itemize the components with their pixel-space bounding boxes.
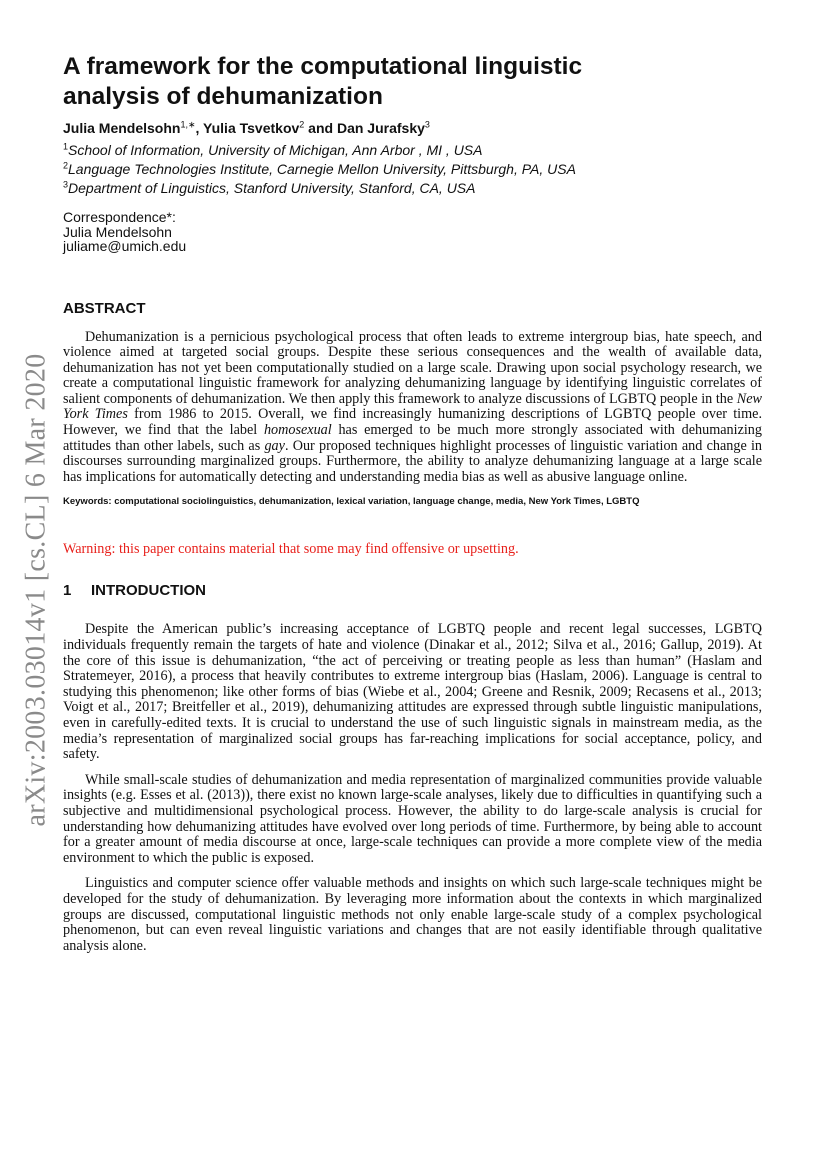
affiliation-number: 3 [63, 179, 69, 190]
affiliation-number: 1 [63, 141, 69, 152]
author-affiliation-mark: 1,∗ [180, 119, 196, 130]
affiliation-text: Language Technologies Institute, Carnegie Mellon University, Pittsburgh, PA, USA [68, 161, 576, 177]
author-name: Julia Mendelsohn [63, 120, 181, 136]
intro-paragraph: Linguistics and computer science offer valuable methods and insights on which such large-scale techniques might be developed for the study of dehumanization. By leveraging more information about the contexts in which marginalized groups are discussed, computational linguistic methods not only enable large-scale study of a complex psychological phenomenon, but can even reveal linguistic variations and changes that are not easily identifiable through qualitative analysis alone. [63, 875, 762, 954]
correspondence-label: Correspondence*: [63, 209, 176, 225]
affiliation-list [63, 141, 762, 198]
paper-page [63, 52, 762, 954]
affiliation-item [63, 160, 762, 179]
author-name: Yulia Tsvetkov [203, 120, 300, 136]
abstract-segment: . Our proposed techniques highlight processes of linguistic variation and change in discourses surrounding marginalized groups. Furthermore, the ability to analyze dehumanizing language at a large scale has implications for automatically detecting and understanding media bias as well as abusive language online. [63, 437, 762, 485]
introduction-heading [63, 582, 762, 600]
author-separator: and [304, 120, 337, 136]
arxiv-sidebar [19, 340, 55, 840]
abstract-emphasis: gay [264, 437, 285, 454]
section-title: INTRODUCTION [91, 582, 206, 600]
affiliation-number: 2 [63, 160, 69, 171]
abstract-heading: ABSTRACT [63, 299, 146, 317]
abstract-segment: has emerged to be much more strongly associated with dehumanizing attitudes than other labels, such as [63, 422, 762, 454]
content-warning: Warning: this paper contains material that some may find offensive or upsetting. [63, 541, 519, 558]
abstract-emphasis: homosexual [263, 422, 332, 439]
abstract-text [63, 330, 762, 486]
abstract-segment: from 1986 to 2015. Overall, we find increasingly humanizing descriptions of LGBTQ people over time. However, we find that the label [63, 406, 762, 439]
affiliation-text: Department of Linguistics, Stanford University, Stanford, CA, USA [68, 180, 476, 196]
author-affiliation-mark: 2 [299, 119, 305, 130]
arxiv-identifier: arXiv:2003.03014v1 [cs.CL] 6 Mar 2020 [21, 353, 52, 827]
correspondence-block [63, 210, 762, 254]
section-number: 1 [63, 582, 72, 600]
abstract-emphasis: New York Times [63, 390, 762, 423]
intro-paragraph: Despite the American public’s increasing acceptance of LGBTQ people and recent legal successes, LGBTQ individuals frequently remain the targets of hate and violence (Dinakar et al., 2012; Silva et al., 2016; Gallup, 2019). At the core of this issue is dehumanization, “the act of perceiving or treating people as less than human” (Haslam and Stratemeyer, 2016), a process that heavily contributes to extreme intergroup bias (Haslam, 2006). Language is central to studying this phenomenon; like other forms of bias (Wiebe et al., 2004; Greene and Resnik, 2009; Recasens et al., 2013; Voigt et al., 2017; Breitfeller et al., 2019), dehumanizing attitudes are expressed through subtle linguistic manipulations, even in carefully-edited texts. It is crucial to understand the use of such linguistic signals in mainstream media, as the media’s representation of marginalized social groups has far-reaching implications for social acceptance, policy, and safety. [63, 621, 762, 763]
correspondence-name: Julia Mendelsohn [63, 223, 172, 240]
intro-paragraph: While small-scale studies of dehumanization and media representation of marginalized communities provide valuable insights (e.g. Esses et al. (2013)), there exist no known large-scale analyses, likely due to difficulties in quantifying such a subjective and multidimensional psychological process. However, the ability to do large-scale analysis is crucial for understanding how dehumanizing attitudes have evolved over long periods of time. Furthermore, by being able to account for a greater amount of media discourse at once, large-scale techniques can provide a more complete view of the media environment to which the public is exposed. [63, 771, 762, 866]
correspondence-email: juliame@umich.edu [63, 238, 187, 254]
title-line-2: analysis of dehumanization [63, 83, 383, 110]
author-separator: , [195, 120, 204, 136]
affiliation-item [63, 141, 762, 160]
paper-title [63, 52, 762, 112]
abstract-segment: Dehumanization is a pernicious psychological process that often leads to extreme intergroup bias, hate speech, and violence aimed at targeted social groups. Despite these serious consequences and the wealth of available data, dehumanization has not yet been computationally studied on a large scale. Drawing upon social psychology research, we create a computational linguistic framework for analyzing dehumanizing language by identifying linguistic correlates of salient components of dehumanization. We then apply this framework to analyze discussions of LGBTQ people in the [63, 328, 762, 407]
author-list [63, 119, 762, 137]
affiliation-text: School of Information, University of Michigan, Ann Arbor , MI , USA [68, 142, 483, 158]
author-affiliation-mark: 3 [424, 119, 430, 130]
keywords: Keywords: computational sociolinguistics, dehumanization, lexical variation, language change, media, New York Times, LGBTQ [63, 496, 640, 508]
affiliation-item [63, 179, 762, 198]
title-line-1: A framework for the computational linguistic [63, 53, 583, 80]
author-name: Dan Jurafsky [336, 120, 425, 136]
